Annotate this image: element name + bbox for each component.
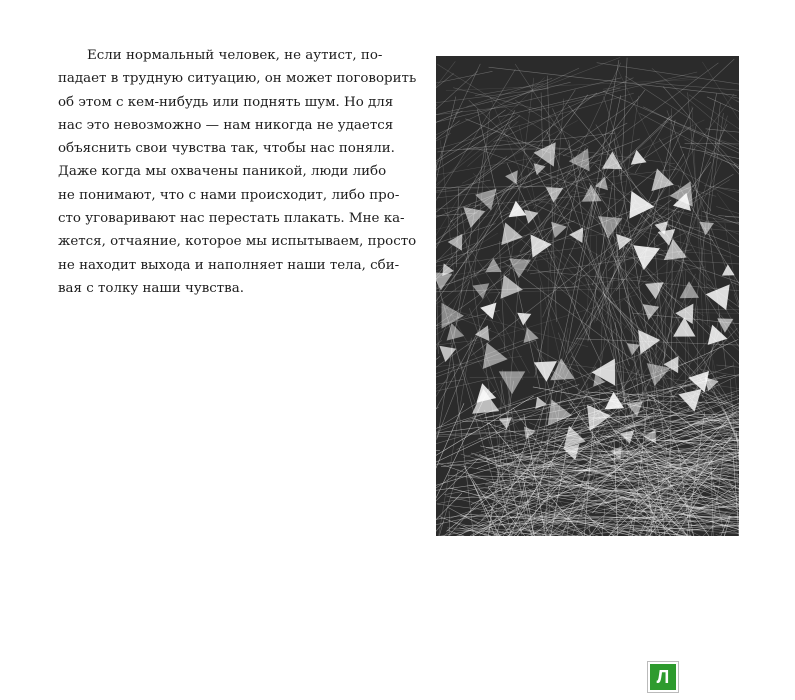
paragraph-line: Если нормальный человек, не аутист, по- <box>87 48 383 63</box>
paragraph-line: об этом с кем-нибудь или поднять шум. Но для <box>58 94 394 110</box>
paragraph-line: жется, отчаяние, которое мы испытываем, просто <box>58 234 417 250</box>
publisher-logo-badge: Л <box>648 662 678 692</box>
paragraph-line: нас это невозможно — нам никогда не удается <box>58 117 394 133</box>
paragraph-line: не находит выхода и наполняет наши тела, сби- <box>58 257 400 273</box>
paragraph-line: сто уговаривают нас перестать плакать. Мне ка- <box>58 211 405 227</box>
paragraph-line: падает в трудную ситуацию, он может поговорить <box>58 71 417 87</box>
paragraph-line: объяснить свои чувства так, чтобы нас поняли. <box>58 141 395 157</box>
paragraph-line: Даже когда мы охвачены паникой, люди либо <box>58 164 387 180</box>
scribble-dandelion-illustration <box>436 56 739 536</box>
paragraph-line: вая с толку наши чувства. <box>58 280 244 296</box>
body-paragraph <box>58 44 417 300</box>
artwork-canvas <box>436 56 739 536</box>
paragraph-line: не понимают, что с нами происходит, либо про- <box>58 187 400 203</box>
